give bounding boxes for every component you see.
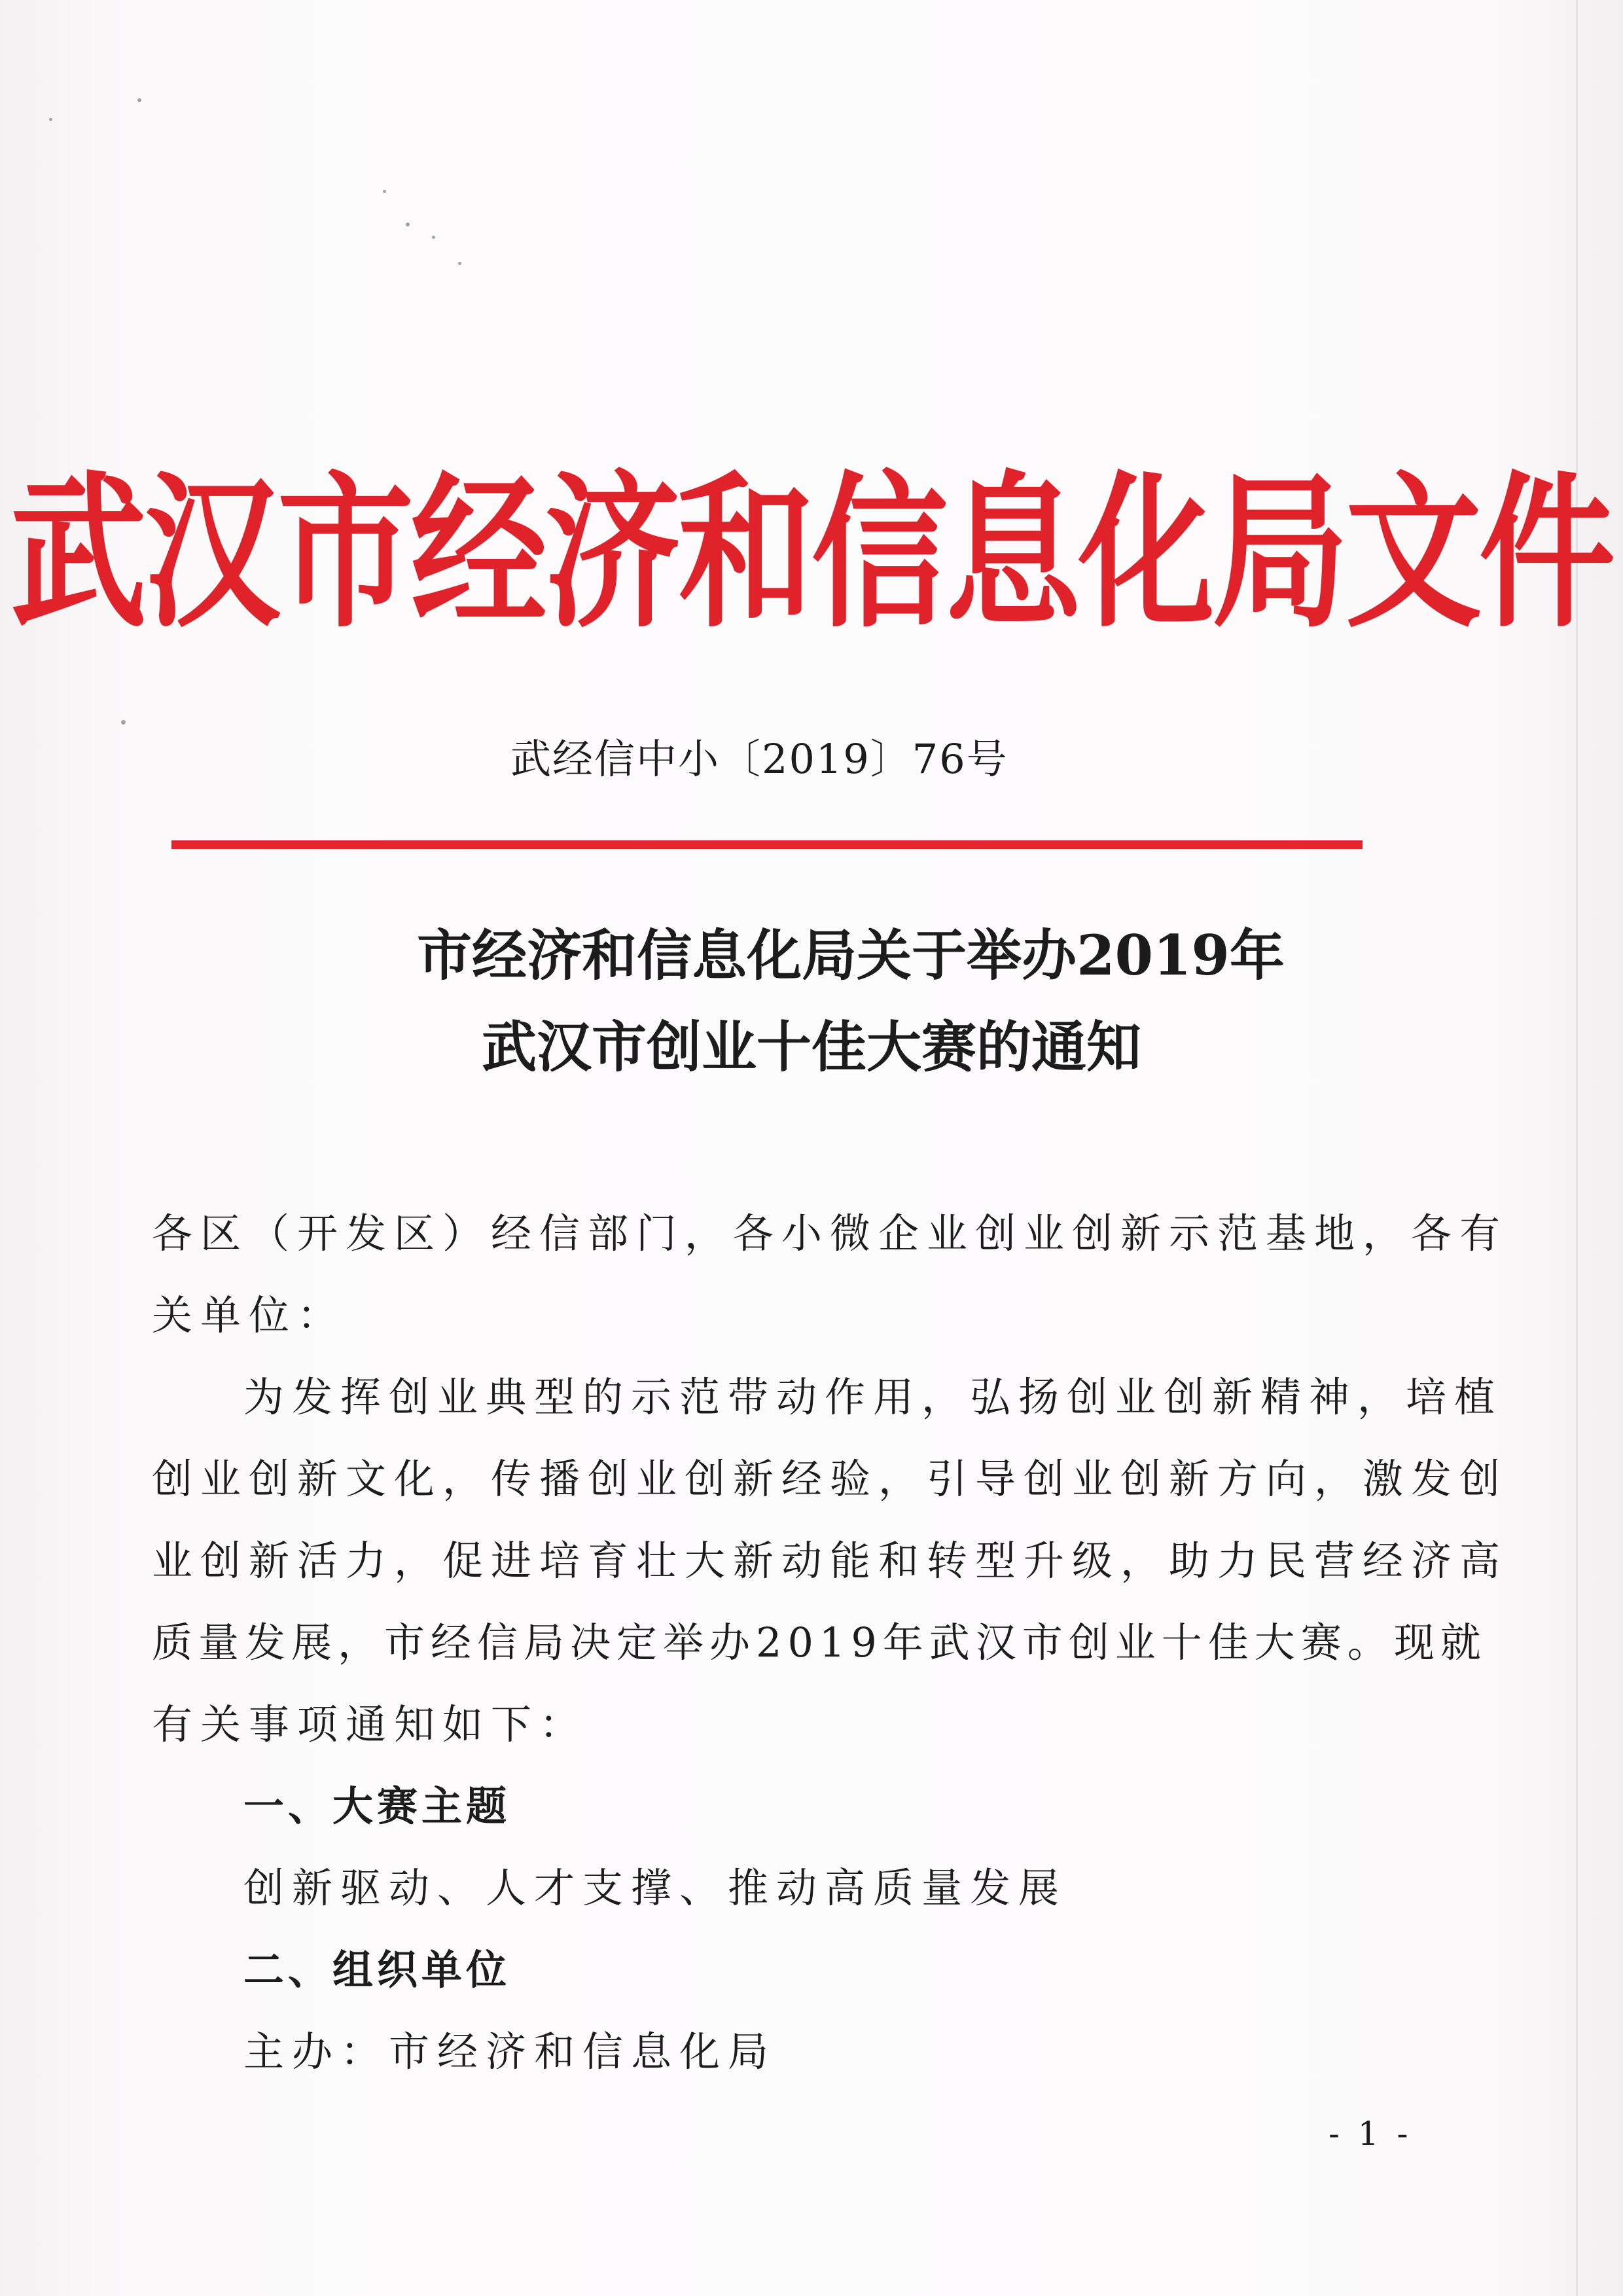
- document-header-title: 武汉市经济和信息化局文件: [10, 457, 1613, 651]
- scan-speck: [49, 118, 52, 121]
- section-2-text: 主办：市经济和信息化局: [243, 2028, 777, 2075]
- scan-speck: [383, 190, 386, 193]
- scan-speck: [406, 223, 410, 226]
- scan-speck: [121, 720, 126, 725]
- body-paragraph-line-3: 业创新活力，促进培育壮大新动能和转型升级，助力民营经济高: [152, 1537, 1508, 1585]
- addressee-line-1: 各区（开发区）经信部门，各小微企业创业创新示范基地，各有: [152, 1210, 1508, 1257]
- scan-speck: [458, 262, 461, 265]
- body-paragraph-line-5: 有关事项通知如下：: [152, 1700, 588, 1748]
- notice-title-line-2: 武汉市创业十佳大赛的通知: [481, 1014, 1141, 1079]
- scan-speck: [432, 236, 435, 239]
- section-1-text: 创新驱动、人才支撑、推动高质量发展: [243, 1864, 1067, 1912]
- page-number: - 1 -: [1329, 2115, 1412, 2153]
- body-paragraph-line-4: 质量发展，市经信局决定举办2019年武汉市创业十佳大赛。现就: [152, 1619, 1487, 1666]
- section-1-heading: 一、大赛主题: [243, 1782, 511, 1830]
- scan-speck: [137, 98, 141, 102]
- body-paragraph-line-2: 创业创新文化，传播创业创新经验，引导创业创新方向，激发创: [152, 1455, 1508, 1503]
- scan-edge-line: [1576, 0, 1578, 2296]
- document-number: 武经信中小〔2019〕76号: [510, 735, 1008, 783]
- section-2-heading: 二、组织单位: [243, 1946, 511, 1994]
- header-red-rule: [171, 840, 1363, 849]
- body-paragraph-line-1: 为发挥创业典型的示范带动作用，弘扬创业创新精神，培植: [243, 1373, 1503, 1421]
- addressee-line-2: 关单位：: [152, 1291, 346, 1339]
- notice-title-line-1: 市经济和信息化局关于举办2019年: [417, 923, 1285, 988]
